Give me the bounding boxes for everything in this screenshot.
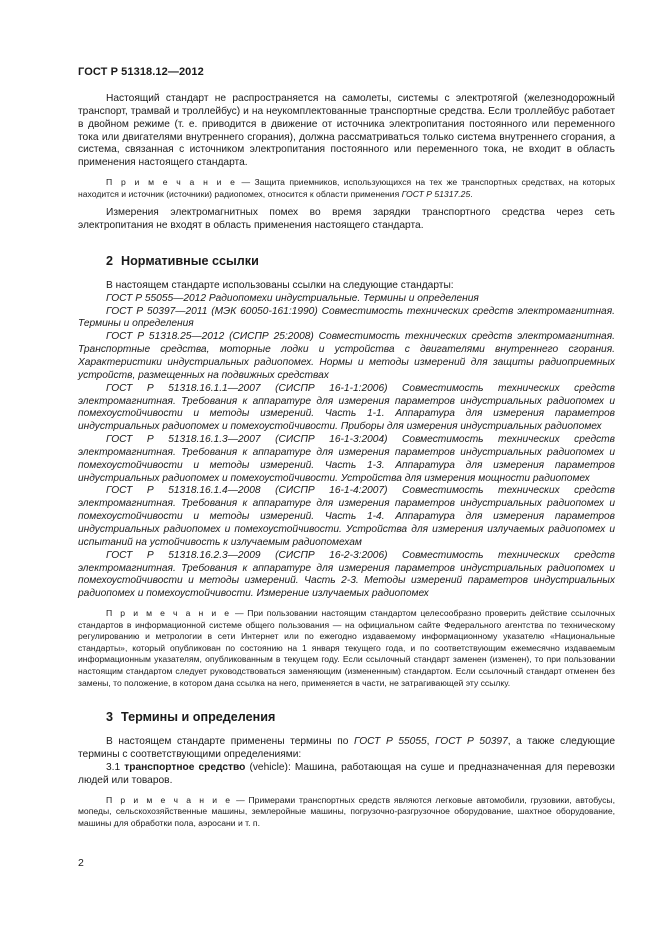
reference-item: ГОСТ Р 51318.16.1.3—2007 (СИСПР 16-1-3:2004) Совместимость технических средств электромагнитная. Требования к аппаратуре для измерения параметров индустриальных радиопомех и помехоустойчивости и методы измерений. Часть 1-3. Аппаратура для измерения параметров индустриальных радиопомех и помехоустойчивости. Устройства для измерения мощности радиопомех	[78, 434, 615, 484]
references-lead: В настоящем стандарте использованы ссылки на следующие стандарты:	[106, 279, 454, 291]
charging-paragraph: Измерения электромагнитных помех во время зарядки транспортного средства через сеть электропитания не входят в область применения настоящего стандарта.	[78, 207, 615, 232]
section-3-heading	[78, 710, 615, 724]
page-number: 2	[78, 857, 84, 869]
reference-item: ГОСТ Р 55055—2012 Радиопомехи индустриальные. Термины и определения	[106, 292, 479, 304]
term-definition	[78, 762, 615, 788]
scope-note: П р и м е ч а н и е — Защита приемников, использующихся на тех же транспортных средствах, на которых находится и источник (источники) радиопомех, относится к области применения ГОСТ Р 51317.25.	[78, 177, 615, 199]
section-number: 2	[106, 253, 114, 268]
references-note	[78, 608, 615, 689]
reference-item: ГОСТ Р 51318.16.2.3—2009 (СИСПР 16-2-3:2006) Совместимость технических средств электромагнитная. Требования к аппаратуре для измерения параметров индустриальных радиопомех и помехоустойчивости и методы измерений. Часть 2-3. Методы измерений параметров индустриальных радиопомех и помехоустойчивости. Измерение излучаемых радиопомех	[78, 549, 615, 600]
section-number: 3	[106, 710, 114, 725]
note-text: — При пользовании настоящим стандартом целесообразно проверить действие ссылочных стандартов в информационной системе общего пользования — на официальном сайте Федерального агентства по техническому регулированию и метрологии в сети Интернет или по ежегодно издаваемому информационному указателю «Национальные стандарты», который опубликован по состоянию на 1 января текущего года, и по соответствующим ежемесячно издаваемым информационным указателям, опубликованным в текущем году. Если ссылочный стандарт заменен (изменен), то при пользовании настоящим стандартом следует руководствоваться заменяющим (измененным) стандартом. Если ссылочный стандарт отменен без замены, то положение, в котором дана ссылка на него, применяется в части, не затрагивающей эту ссылку.	[78, 608, 615, 688]
note-text: — Примерами транспортных средств являются легковые автомобили, грузовики, автобусы, мопеды, сельскохозяйственные машины, землеройные машины, погрузочно-разгрузочное оборудование, шахтное оборудование, машины для обработки пола, аэросани и т. п.	[78, 794, 615, 828]
reference-item: ГОСТ Р 51318.16.1.1—2007 (СИСПР 16-1-1:2006) Совместимость технических средств электромагнитная. Требования к аппаратуре для измерения параметров индустриальных радиопомех и помехоустойчивости и методы измерений. Часть 1-1. Аппаратура для измерения параметров индустриальных радиопомех и помехоустойчивости. Приборы для измерения индустриальных радиопомех	[78, 382, 615, 433]
note-reference: ГОСТ Р 51317.25	[401, 188, 471, 199]
note-label: П р и м е ч а н и е	[106, 177, 238, 188]
reference-item: ГОСТ Р 51318.25—2012 (СИСПР 25:2008) Совместимость технических средств электромагнитная. Транспортные средства, моторные лодки и устройства с двигателями внутреннего сгорания. Характеристики индустриальных радиопомех. Нормы и методы измерений для защиты радиоприемных устройств, размещенных на подвижных средствах	[78, 331, 615, 381]
note-text: — Защита приемников, использующихся на тех же транспортных средствах, на которых находится и источник (источники) радиопомех, относится к области применения	[78, 177, 615, 199]
reference-item: ГОСТ Р 51318.16.1.4—2008 (СИСПР 16-1-4:2007) Совместимость технических средств электромагнитная. Требования к аппаратуре для измерения параметров индустриальных радиопомех и помехоустойчивости и методы измерений. Часть 1-4. Аппаратура для измерения параметров индустриальных радиопомех и помехоустойчивости. Устройства для измерения излучаемых радиопомех и испытаний на устойчивость к излучаемым радиопомехам	[78, 485, 615, 548]
scope-paragraph: Настоящий стандарт не распространяется на самолеты, системы с электротягой (железнодорожный транспорт, трамвай и троллейбус) и на неукомплектованные транспортные средства. Если троллейбус работает в двойном режиме (т. е. приводится в движение от источника электропитания постоянного или переменного тока или двигателями внутреннего сгорания), должна рассматриваться только система внутреннего сгорания, а система, связанная с источником электропитания постоянного или переменного тока, не входит в область применения настоящего стандарта.	[78, 93, 615, 169]
terms-lead: В настоящем стандарте применены термины по ГОСТ Р 55055, ГОСТ Р 50397, а также следующие термины с соответствующими определениями:	[78, 736, 616, 761]
note-label: П р и м е ч а н и е	[106, 608, 232, 619]
section-title: Термины и определения	[121, 710, 276, 725]
document-body	[78, 93, 615, 829]
term-note	[78, 795, 615, 830]
term-english: (vehicle):	[245, 761, 295, 773]
term-reference: ГОСТ Р 50397	[435, 736, 508, 748]
document-header: ГОСТ Р 51318.12—2012	[78, 66, 204, 78]
term-number: 3.1	[106, 761, 121, 773]
section-2-heading	[78, 254, 615, 268]
term-text: Машина, работающая на суше и предназначенная для перевозки людей или товаров.	[78, 761, 615, 786]
section-title: Нормативные ссылки	[121, 253, 259, 268]
reference-item: ГОСТ Р 50397—2011 (МЭК 60050-161:1990) Совместимость технических средств электромагнитная. Термины и определения	[78, 305, 615, 330]
term-name: транспортное средство	[124, 761, 246, 773]
term-reference: ГОСТ Р 55055	[354, 736, 427, 748]
note-label: П р и м е ч а н и е	[106, 794, 233, 805]
